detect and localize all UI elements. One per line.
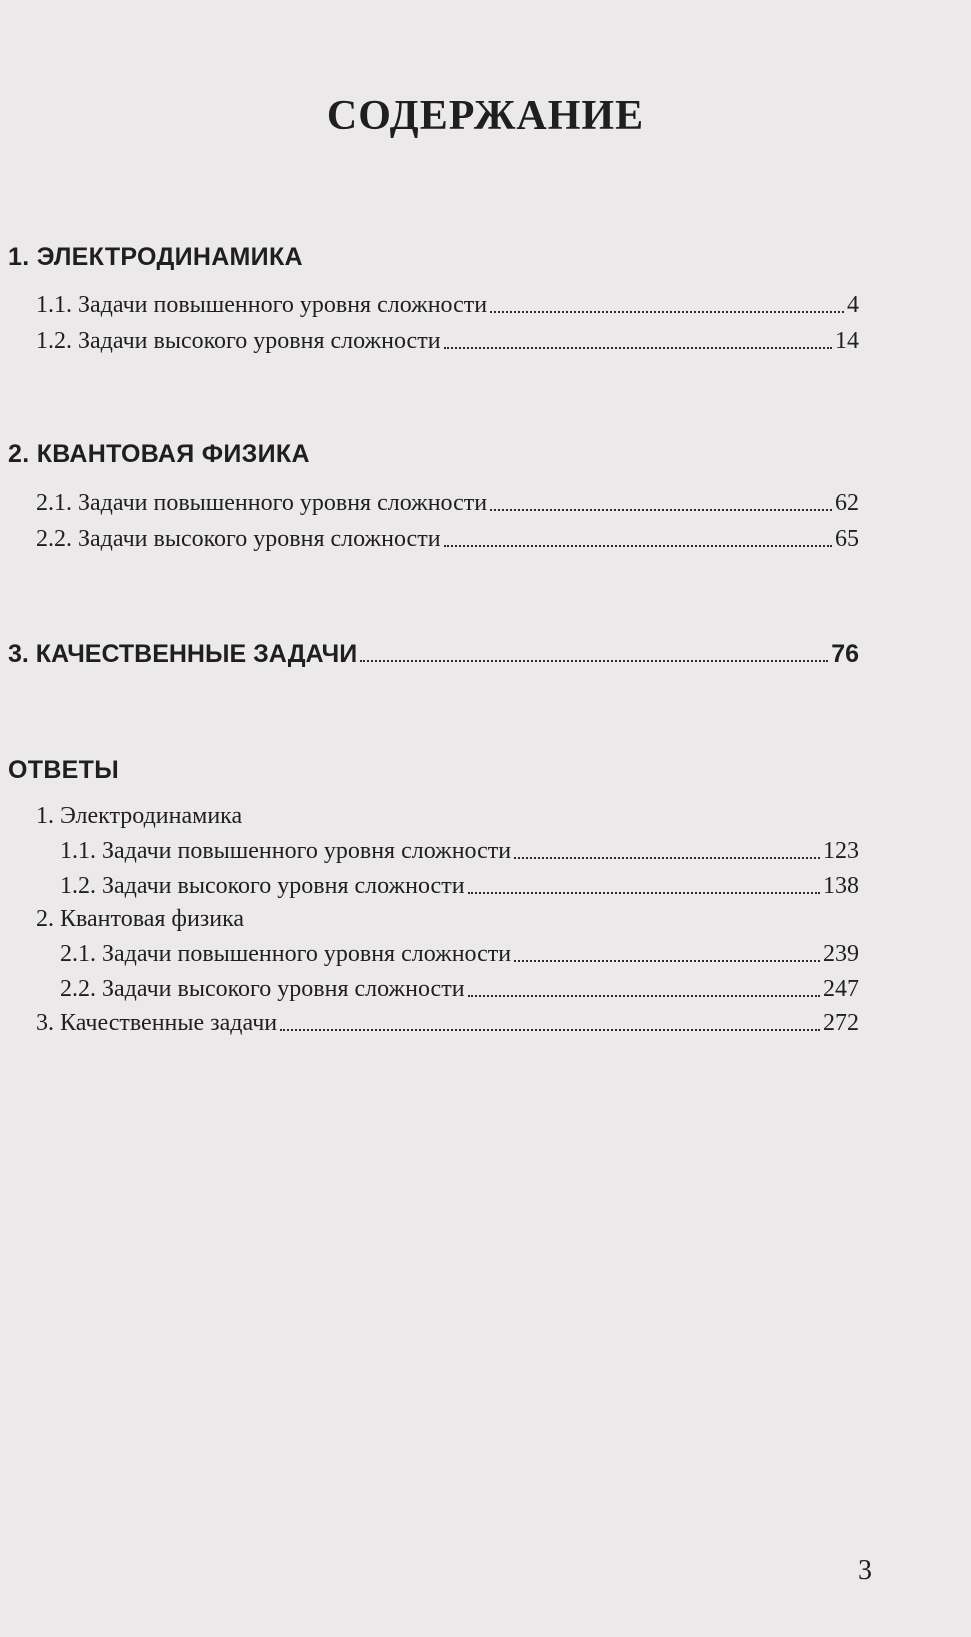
answers-entry[interactable]: [60, 873, 859, 900]
toc-entry-label: 1.1. Задачи повышенного уровня сложности: [60, 838, 512, 864]
answers-group-label: 2. Квантовая физика: [36, 906, 245, 932]
answers-entry[interactable]: [36, 1010, 859, 1037]
toc-entry-page: 65: [835, 526, 859, 552]
toc-entry-page: 76: [831, 640, 859, 668]
toc-entry-label: 1.2. Задачи высокого уровня сложности: [60, 873, 465, 899]
toc-entry[interactable]: [36, 490, 859, 517]
dot-leader: [468, 994, 820, 997]
dot-leader: [360, 659, 828, 662]
section-heading-qualitative: 3. КАЧЕСТВЕННЫЕ ЗАДАЧИ: [8, 640, 358, 668]
answers-entry[interactable]: [60, 976, 859, 1003]
toc-entry-qualitative[interactable]: [8, 640, 859, 669]
toc-entry-page: 247: [823, 976, 859, 1002]
answers-heading: ОТВЕТЫ: [8, 756, 119, 784]
toc-entry-label: 2.2. Задачи высокого уровня сложности: [36, 526, 441, 552]
toc-entry-label: 1.2. Задачи высокого уровня сложности: [36, 328, 441, 354]
toc-entry-label: 2.1. Задачи повышенного уровня сложности: [36, 490, 488, 516]
dot-leader: [280, 1028, 820, 1031]
dot-leader: [514, 856, 820, 859]
toc-entry[interactable]: [36, 292, 859, 319]
answers-group-label: 3. Качественные задачи: [36, 1010, 278, 1036]
page-title: СОДЕРЖАНИЕ: [326, 93, 645, 139]
toc-entry[interactable]: [36, 526, 859, 553]
toc-entry-label: 1.1. Задачи повышенного уровня сложности: [36, 292, 488, 318]
dot-leader: [490, 310, 844, 313]
toc-entry-label: 2.1. Задачи повышенного уровня сложности: [60, 941, 512, 967]
toc-entry-page: 272: [823, 1010, 859, 1036]
dot-leader: [490, 508, 832, 511]
toc-entry-label: 2.2. Задачи высокого уровня сложности: [60, 976, 465, 1002]
answers-entry[interactable]: [60, 941, 859, 968]
toc-entry-page: 14: [835, 328, 859, 354]
toc-entry-page: 239: [823, 941, 859, 967]
answers-group-label: 1. Электродинамика: [36, 803, 243, 829]
dot-leader: [444, 544, 832, 547]
section-heading-electrodynamics: 1. ЭЛЕКТРОДИНАМИКА: [8, 243, 303, 271]
dot-leader: [514, 959, 820, 962]
dot-leader: [444, 346, 832, 349]
toc-entry[interactable]: [36, 328, 859, 355]
page-number: 3: [858, 1555, 872, 1586]
toc-entry-page: 4: [847, 292, 859, 318]
section-heading-quantum-physics: 2. КВАНТОВАЯ ФИЗИКА: [8, 440, 310, 468]
answers-entry[interactable]: [60, 838, 859, 865]
toc-entry-page: 62: [835, 490, 859, 516]
toc-entry-page: 123: [823, 838, 859, 864]
toc-entry-page: 138: [823, 873, 859, 899]
dot-leader: [468, 891, 820, 894]
